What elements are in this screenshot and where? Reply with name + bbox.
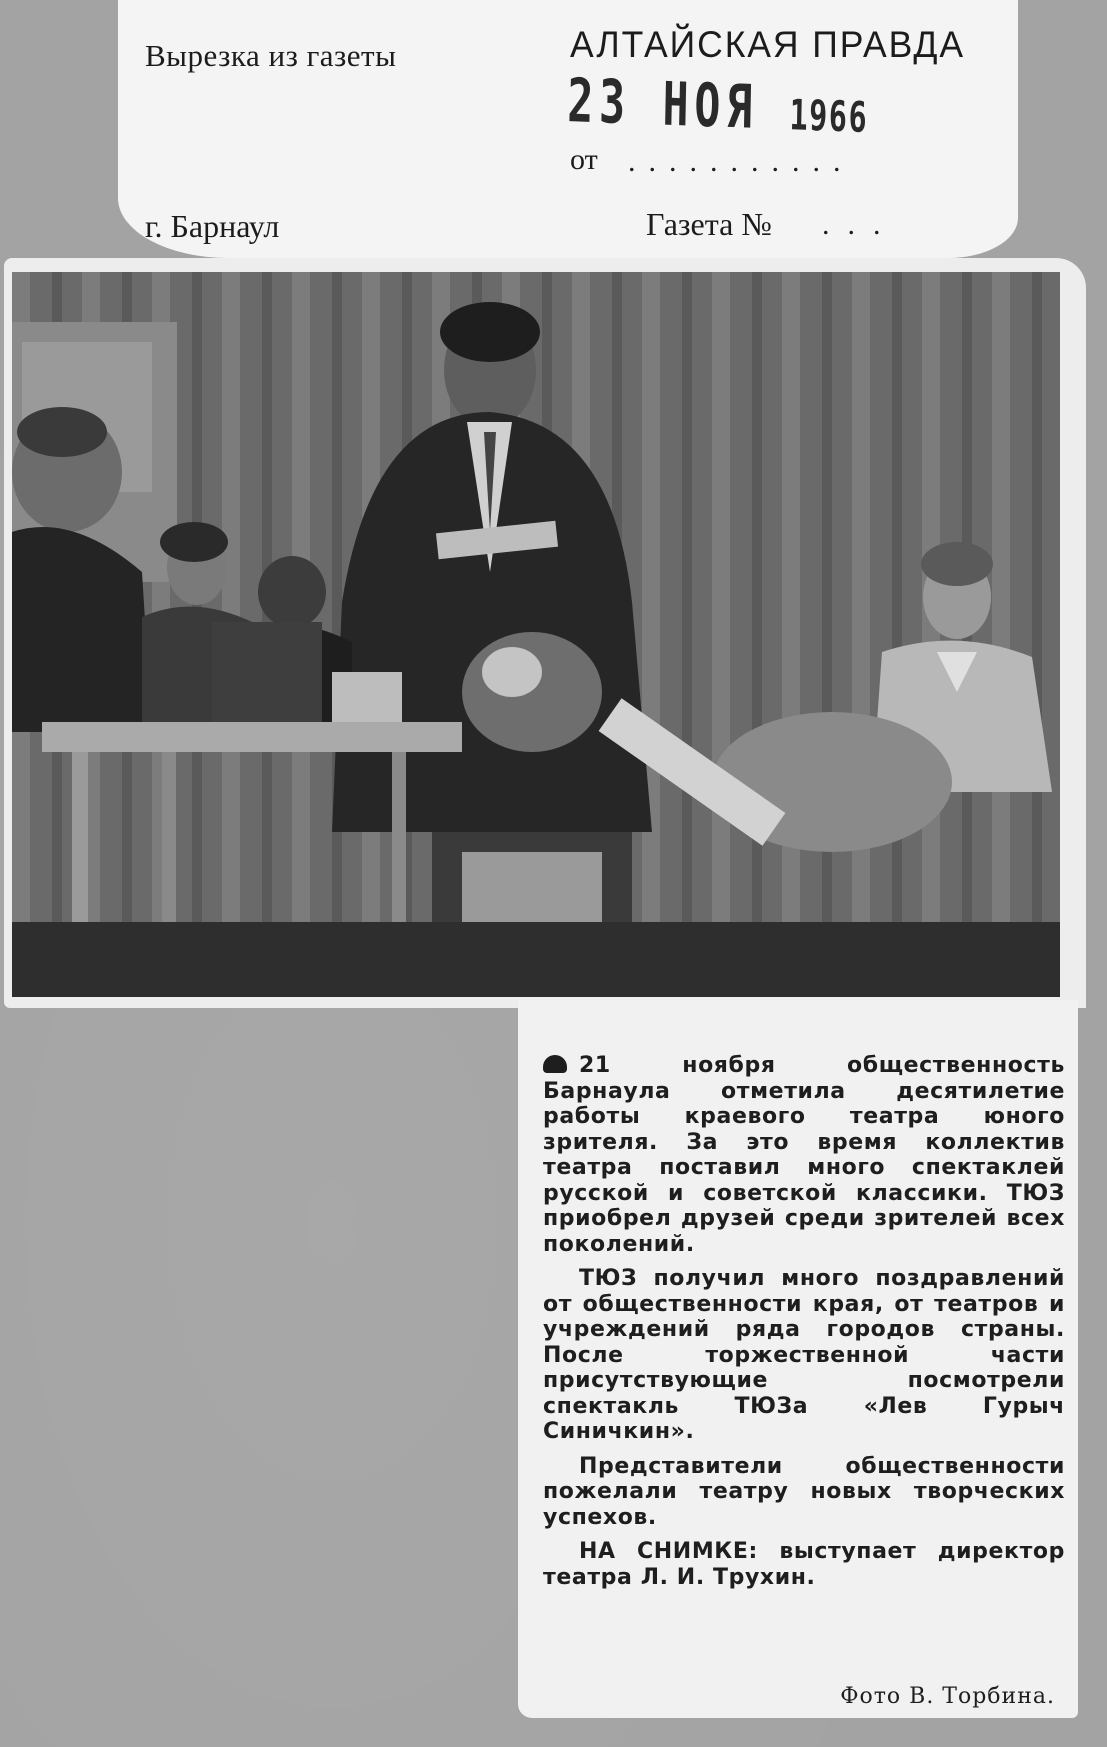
article-body (543, 1053, 1065, 1599)
photo-credit: Фото В. Торбина. (840, 1684, 1055, 1709)
city-label: г. Барнаул (145, 208, 280, 244)
article-paragraph-1-text: 21 ноября общественность Барнаула отметила десятилетие работы краевого театра юного зрителя. За это время коллектив театра поставил много спектаклей русской и советской классики. ТЮЗ приобрел друзей среди зрителей всех поколений. (543, 1053, 1065, 1257)
date-fill-line: ........... (628, 145, 854, 178)
photo-caption: НА СНИМКЕ: выступает директор театра Л. И. Трухин. (543, 1539, 1065, 1590)
issue-fill-line: ... (822, 208, 899, 241)
news-photo (12, 272, 1060, 997)
paragraph-bullet-icon (543, 1055, 567, 1073)
article-paragraph-2: ТЮЗ получил много поздравлений от общественности края, от театров и учреждений ряда городов страны. После торжественной части присутствующие посмотрели спектакль ТЮЗа «Лев Гурыч Синичкин». (543, 1266, 1065, 1444)
date-stamp (567, 66, 869, 147)
clipping-label: Вырезка из газеты (145, 38, 397, 73)
photo-illustration (12, 272, 1060, 997)
date-stamp-day-month: 23 НОЯ (566, 66, 759, 143)
date-from-label: от (570, 143, 598, 176)
newspaper-name: АЛТАЙСКАЯ ПРАВДА (570, 24, 965, 65)
article-paragraph-1 (543, 1053, 1065, 1257)
issue-number-label: Газета № (646, 206, 772, 242)
date-stamp-year: 1966 (789, 90, 869, 142)
article-paragraph-3: Представители общественности пожелали театру новых творческих успехов. (543, 1453, 1065, 1530)
